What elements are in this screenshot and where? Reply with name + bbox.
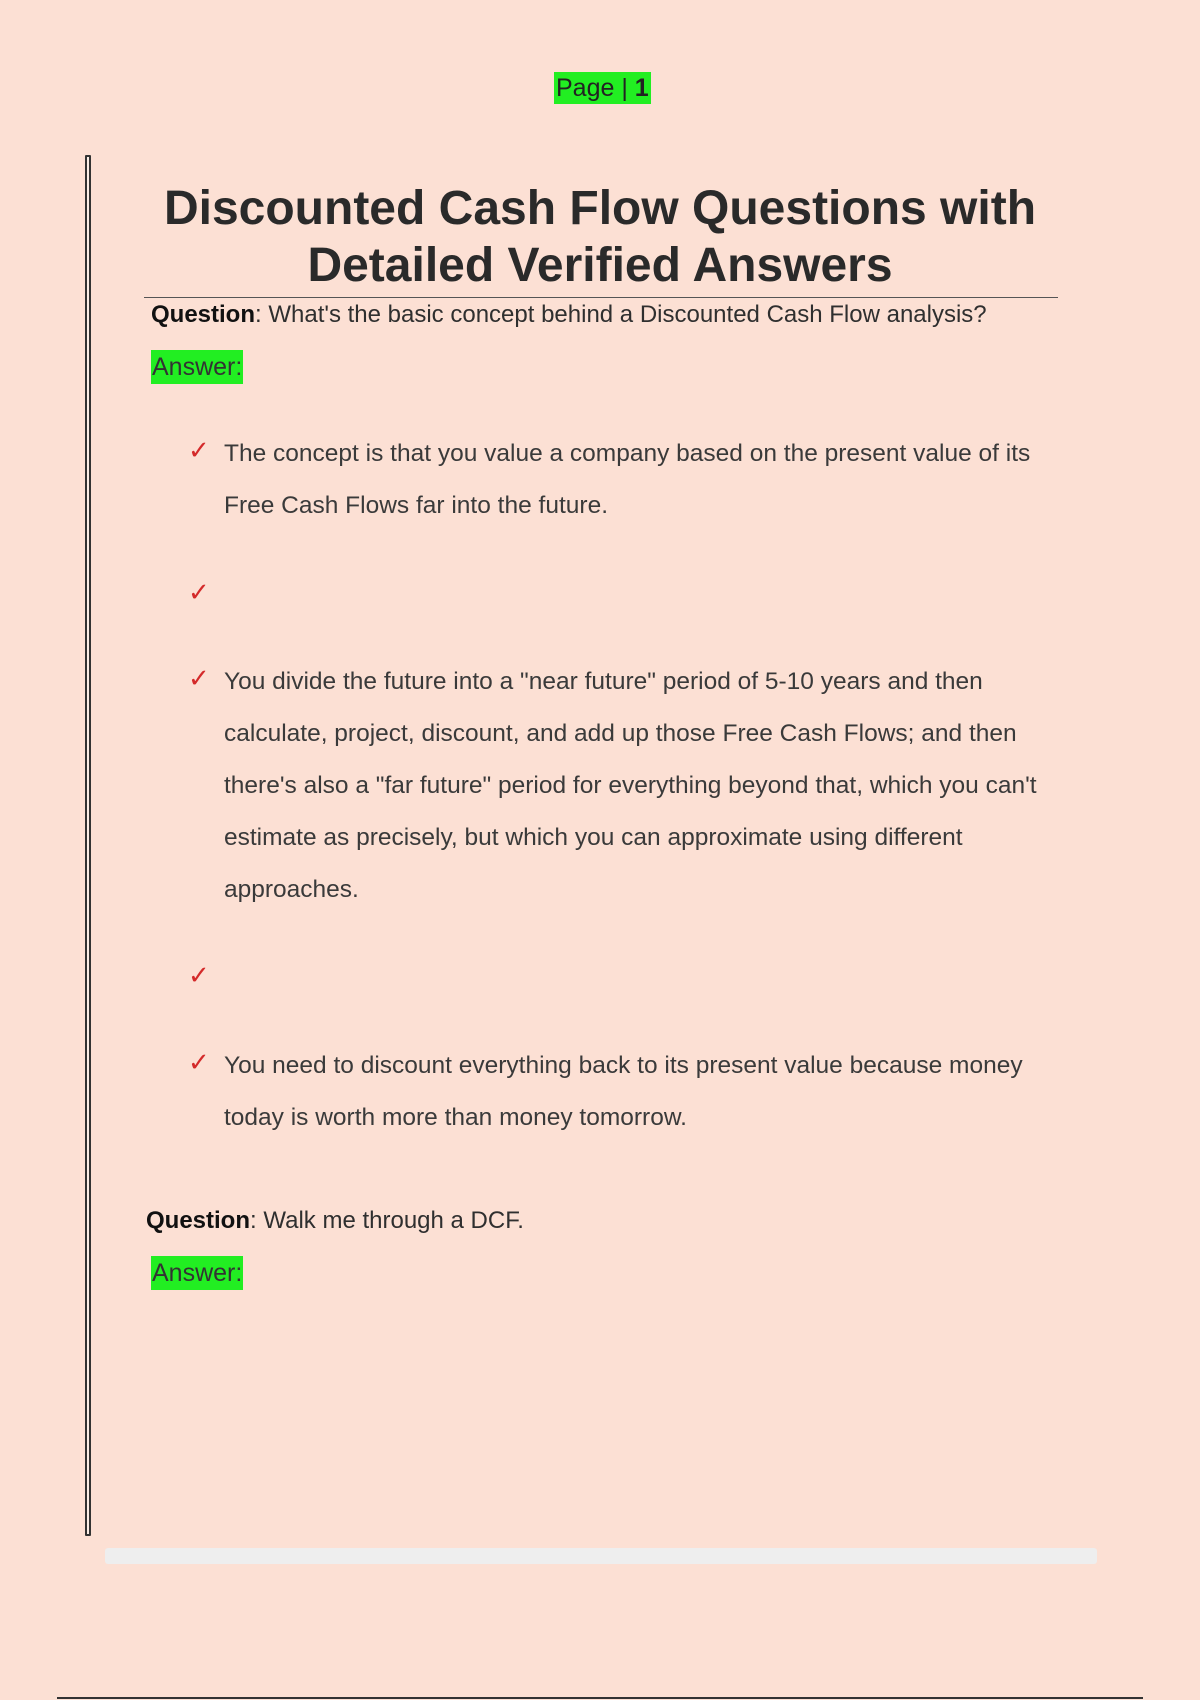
question-2 bbox=[146, 1205, 524, 1237]
check-mark-icon: ✓ bbox=[188, 436, 210, 466]
title-divider bbox=[144, 297, 1058, 298]
question-2-label: Question bbox=[146, 1207, 251, 1234]
question-1-label: Question bbox=[151, 301, 256, 328]
question-1-text: : What's the basic concept behind a Discounted Cash Flow analysis? bbox=[255, 301, 987, 328]
page-label: Page | bbox=[556, 74, 635, 102]
answer-1-bullet-1: The concept is that you value a company based on the present value of its Free Cash Flows far into the future. bbox=[224, 440, 1031, 519]
document-title: Discounted Cash Flow Questions with Detailed Verified Answers bbox=[163, 182, 1037, 292]
bottom-scroll-bar bbox=[105, 1548, 1097, 1564]
question-1 bbox=[151, 299, 987, 331]
answer-2-label: Answer: bbox=[151, 1256, 243, 1290]
answer-1-label: Answer: bbox=[151, 350, 243, 384]
check-mark-icon: ✓ bbox=[188, 664, 210, 694]
left-margin-bar bbox=[85, 155, 91, 1536]
check-mark-icon: ✓ bbox=[188, 961, 210, 991]
check-mark-icon: ✓ bbox=[188, 578, 210, 608]
answer-1-bullet-5: You need to discount everything back to its present value because money today is worth more than money tomorrow. bbox=[224, 1052, 1023, 1131]
check-mark-icon: ✓ bbox=[188, 1048, 210, 1078]
question-2-text: : Walk me through a DCF. bbox=[250, 1207, 524, 1234]
page-number: 1 bbox=[634, 74, 649, 102]
answer-1-bullet-3: You divide the future into a "near future" period of 5-10 years and then calculate, project, discount, and add up those Free Cash Flows; and then there's also a "far future" period for everything beyond that, which you can't estimate as precisely, but which you can approximate using different approaches. bbox=[224, 668, 1037, 903]
page-number-badge bbox=[554, 72, 651, 104]
footer-divider bbox=[57, 1697, 1143, 1699]
